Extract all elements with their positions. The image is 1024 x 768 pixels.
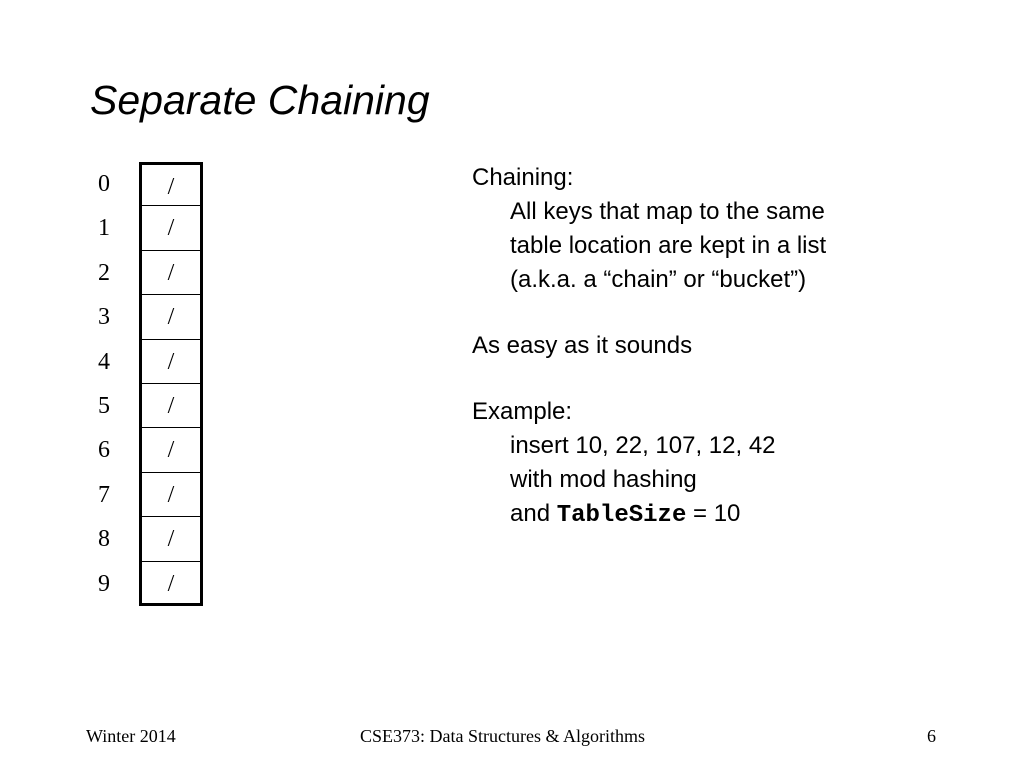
example-suffix: = 10 [686, 500, 741, 527]
bucket-cell: / [139, 473, 203, 517]
row-index: 4 [98, 348, 110, 375]
paragraph-gap [472, 363, 992, 395]
table-row [82, 384, 206, 428]
row-index: 7 [98, 481, 110, 508]
slide-body [472, 161, 992, 533]
bucket-cell: / [139, 206, 203, 250]
bucket-cell: / [139, 562, 203, 606]
hash-table [82, 162, 206, 606]
chaining-definition-line: table location are kept in a list [510, 232, 827, 259]
footer-course-title: CSE373: Data Structures & Algorithms [360, 726, 645, 746]
example-line-tablesize [472, 497, 992, 533]
footer-term: Winter 2014 [86, 726, 176, 746]
row-index: 3 [98, 304, 110, 331]
table-row [82, 473, 206, 517]
bucket-cell: / [139, 251, 203, 295]
example-prefix: and [510, 500, 557, 527]
table-row [82, 562, 206, 606]
row-index: 8 [98, 526, 110, 553]
bucket-cell: / [139, 517, 203, 561]
example-heading: Example: [472, 398, 573, 425]
row-index: 2 [98, 259, 110, 286]
table-row [82, 251, 206, 295]
slide-number: 6 [927, 726, 936, 746]
row-index: 5 [98, 392, 110, 419]
row-index: 1 [98, 215, 110, 242]
bucket-cell: / [139, 340, 203, 384]
table-row [82, 517, 206, 561]
tablesize-code: TableSize [556, 502, 687, 529]
table-row [82, 428, 206, 472]
table-row [82, 295, 206, 339]
chaining-definition-line: (a.k.a. a “chain” or “bucket”) [510, 266, 807, 293]
table-row [82, 162, 206, 206]
chaining-definition-line: All keys that map to the same [510, 198, 825, 225]
example-line: with mod hashing [510, 466, 697, 493]
table-row [82, 206, 206, 250]
bucket-cell: / [139, 428, 203, 472]
row-index: 0 [98, 171, 110, 197]
bucket-cell: / [139, 295, 203, 339]
row-index: 9 [98, 570, 110, 597]
example-line: insert 10, 22, 107, 12, 42 [510, 432, 776, 459]
bucket-cell: / [139, 162, 203, 206]
row-index: 6 [98, 437, 110, 464]
table-row [82, 340, 206, 384]
paragraph-gap [472, 297, 992, 329]
chaining-heading: Chaining: [472, 164, 574, 191]
easy-statement: As easy as it sounds [472, 332, 693, 359]
bucket-cell: / [139, 384, 203, 428]
slide-title: Separate Chaining [90, 77, 430, 123]
